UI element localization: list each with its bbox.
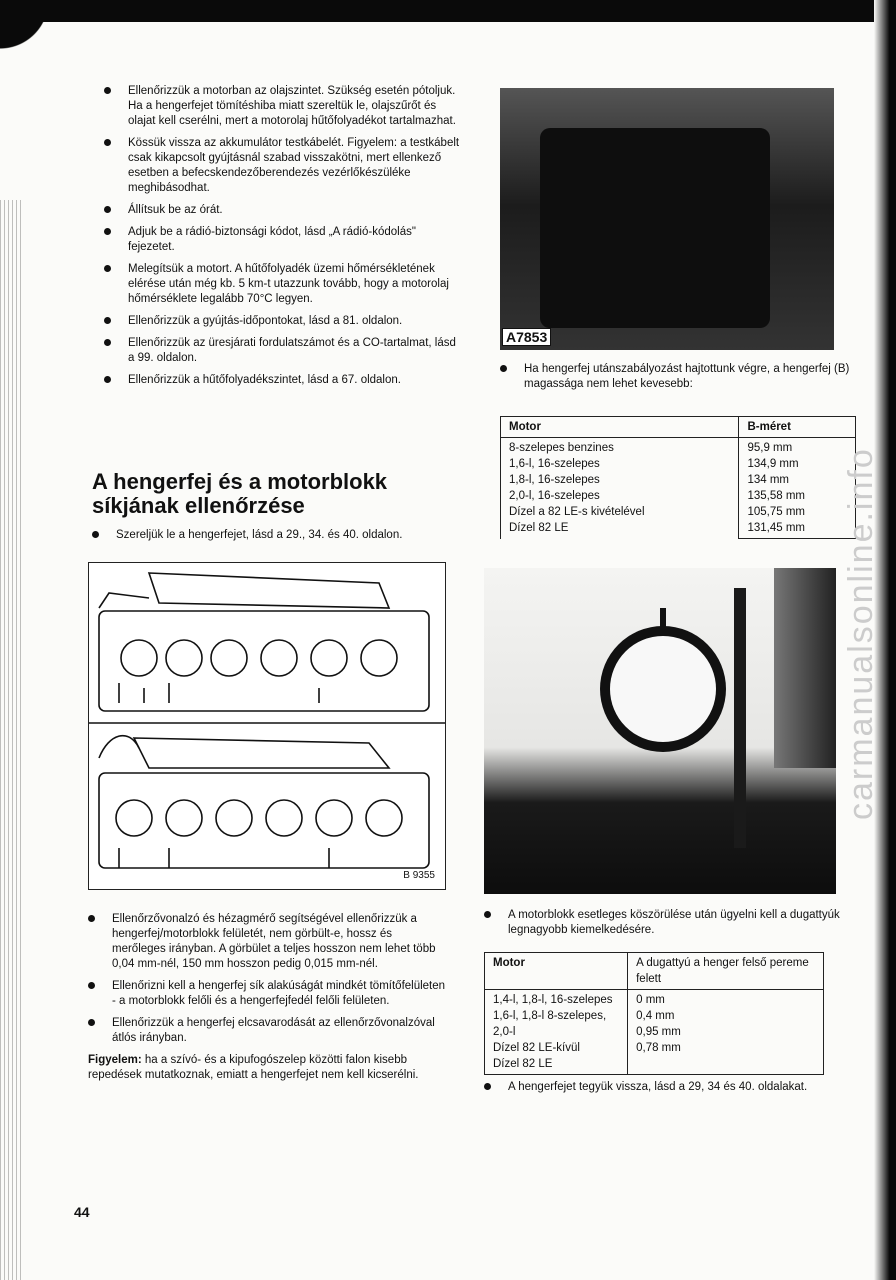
cell-line: 105,75 mm [747, 506, 805, 518]
lower-bullet-list [88, 912, 446, 1046]
cell-line: 1,4-l, 1,8-l, 16-szelepes [493, 994, 613, 1006]
cell-line: 1,6-l, 16-szelepes [509, 458, 600, 470]
cylinder-head-diagram [88, 562, 446, 890]
table-row [485, 990, 824, 1075]
dial-gauge-face [610, 636, 716, 742]
dial-stand-rod [734, 588, 746, 848]
table-header: B-méret [739, 417, 856, 438]
note-text: ha a szívó- és a kipufogószelep közötti falon kisebb repedések mutatkoznak, emiatt a hengerfejet nem kell kicserélni. [88, 1054, 419, 1081]
cell-line: 0 mm [636, 994, 665, 1006]
photo-background [774, 568, 836, 768]
note-paragraph [88, 1053, 446, 1083]
cell-line: 135,58 mm [747, 490, 805, 502]
list-item: Ellenőrizzük a hengerfej elcsavarodását az ellenőrzővonalzóval átlós irányban. [88, 1016, 446, 1046]
table-cell [628, 990, 824, 1075]
cell-line: Dízel 82 LE [509, 522, 569, 534]
list-item: Ellenőrizni kell a hengerfej sík alakúságát mindkét tömítőfelületen - a motorblokk felőli és a hengerfejfedél felőli felületen. [88, 979, 446, 1009]
table-cell [485, 990, 628, 1075]
left-column-bottom [88, 912, 446, 1083]
table-cell [501, 438, 739, 539]
cell-line: Dízel 82 LE [493, 1058, 553, 1070]
right-bullet-list [500, 362, 860, 392]
right-caption-block [500, 362, 860, 399]
piston-protrusion-table [484, 952, 824, 1075]
list-item: A hengerfejet tegyük vissza, lásd a 29, 34 és 40. oldalakat. [484, 1080, 854, 1095]
table-row [501, 438, 856, 539]
left-column-top [104, 84, 462, 395]
cell-line: Dízel a 82 LE-s kivételével [509, 506, 645, 518]
left-bullet-list [104, 84, 462, 388]
list-item: Adjuk be a rádió-biztonsági kódot, lásd „A rádió-kódolás" fejezetet. [104, 225, 462, 255]
b-dimension-table [500, 416, 856, 539]
photo-shadow [540, 128, 770, 328]
right-bullet-list-2 [484, 908, 844, 938]
section-heading: A hengerfej és a motorblokk síkjának ellenőrzése [92, 469, 388, 518]
cell-line: Dízel 82 LE-kívül [493, 1042, 580, 1054]
diagram-drawing [89, 563, 445, 889]
table-header: Motor [501, 417, 739, 438]
cell-line: 0,4 mm [636, 1010, 675, 1022]
right-bullet-block-3 [484, 1080, 854, 1102]
list-item: Ellenőrizzük a gyújtás-időpontokat, lásd a 81. oldalon. [104, 314, 462, 329]
list-item: Ellenőrzővonalzó és hézagmérő segítségével ellenőrizzük a hengerfej/motorblokk felületét, nem görbült-e, hossz és merőleges irányban. A görbület a teljes hosszon nem lehet több 0,04 mm-nél, 150 mm hosszon pedig 0,015 mm-nél. [88, 912, 446, 972]
engine-photo-1 [500, 88, 834, 350]
cell-line: 0,78 mm [636, 1042, 681, 1054]
table-header-row [501, 417, 856, 438]
list-item: Ha hengerfej utánszabályozást hajtottunk végre, a hengerfej (B) magassága nem lehet kevesebb: [500, 362, 860, 392]
list-item: Melegítsük a motort. A hűtőfolyadék üzemi hőmérsékletének elérése után még kb. 5 km-t utazzunk tovább, hogy a motorolaj hőmérséklete legalább 70°C legyen. [104, 262, 462, 307]
table-header: A dugattyú a henger felső pereme felett [628, 953, 824, 990]
list-item: A motorblokk esetleges köszörülése után ügyelni kell a dugattyúk legnagyobb kiemelkedésére. [484, 908, 844, 938]
engine-photo-2 [484, 568, 836, 894]
list-item: Kössük vissza az akkumulátor testkábelét. Figyelem: a testkábelt csak kikapcsolt gyújtásnál szabad visszakötni, mert ellenkező esetben a befecskendezőberendezés vezérlőkészüléke meghibásodhat. [104, 136, 462, 196]
diagram-label: B 9355 [403, 870, 435, 881]
table-header-row [485, 953, 824, 990]
cell-line: 2,0-l, 16-szelepes [509, 490, 600, 502]
page-number: 44 [74, 1204, 90, 1220]
list-item: Ellenőrizzük az üresjárati fordulatszámot és a CO-tartalmat, lásd a 99. oldalon. [104, 336, 462, 366]
cell-line: 0,95 mm [636, 1026, 681, 1038]
cell-line: 1,8-l, 16-szelepes [509, 474, 600, 486]
section [92, 470, 452, 550]
watermark: carmanualsonline.info [842, 447, 880, 820]
right-bullet-list-3 [484, 1080, 854, 1095]
list-item: Szereljük le a hengerfejet, lásd a 29., 34. és 40. oldalon. [92, 528, 452, 543]
table-header: Motor [485, 953, 628, 990]
cell-line: 8-szelepes benzines [509, 442, 614, 454]
cell-line: 134,9 mm [747, 458, 799, 470]
section-bullet-list [92, 528, 452, 543]
list-item: Állítsuk be az órát. [104, 203, 462, 218]
cell-line: 134 mm [747, 474, 789, 486]
list-item: Ellenőrizzük a motorban az olajszintet. Szükség esetén pótoljuk. Ha a hengerfejet tömítéshiba miatt szereltük le, olajszűrőt és olajat kell cserélni, mert a motorolaj hűtőfolyadékot tartalmazhat. [104, 84, 462, 129]
list-item: Ellenőrizzük a hűtőfolyadékszintet, lásd a 67. oldalon. [104, 373, 462, 388]
scan-corner [0, 0, 70, 60]
cell-line: 131,45 mm [747, 522, 805, 534]
scan-edge-top [0, 0, 896, 22]
cell-line: 1,6-l, 1,8-l 8-szelepes, 2,0-l [493, 1010, 607, 1038]
cell-line: 95,9 mm [747, 442, 793, 454]
photo-label: A7853 [502, 328, 551, 346]
dial-gauge-stem [660, 608, 666, 628]
right-bullet-block-2 [484, 908, 844, 945]
table-cell [739, 438, 856, 539]
scan-edge-left [0, 200, 22, 1280]
note-label: Figyelem: [88, 1054, 142, 1066]
